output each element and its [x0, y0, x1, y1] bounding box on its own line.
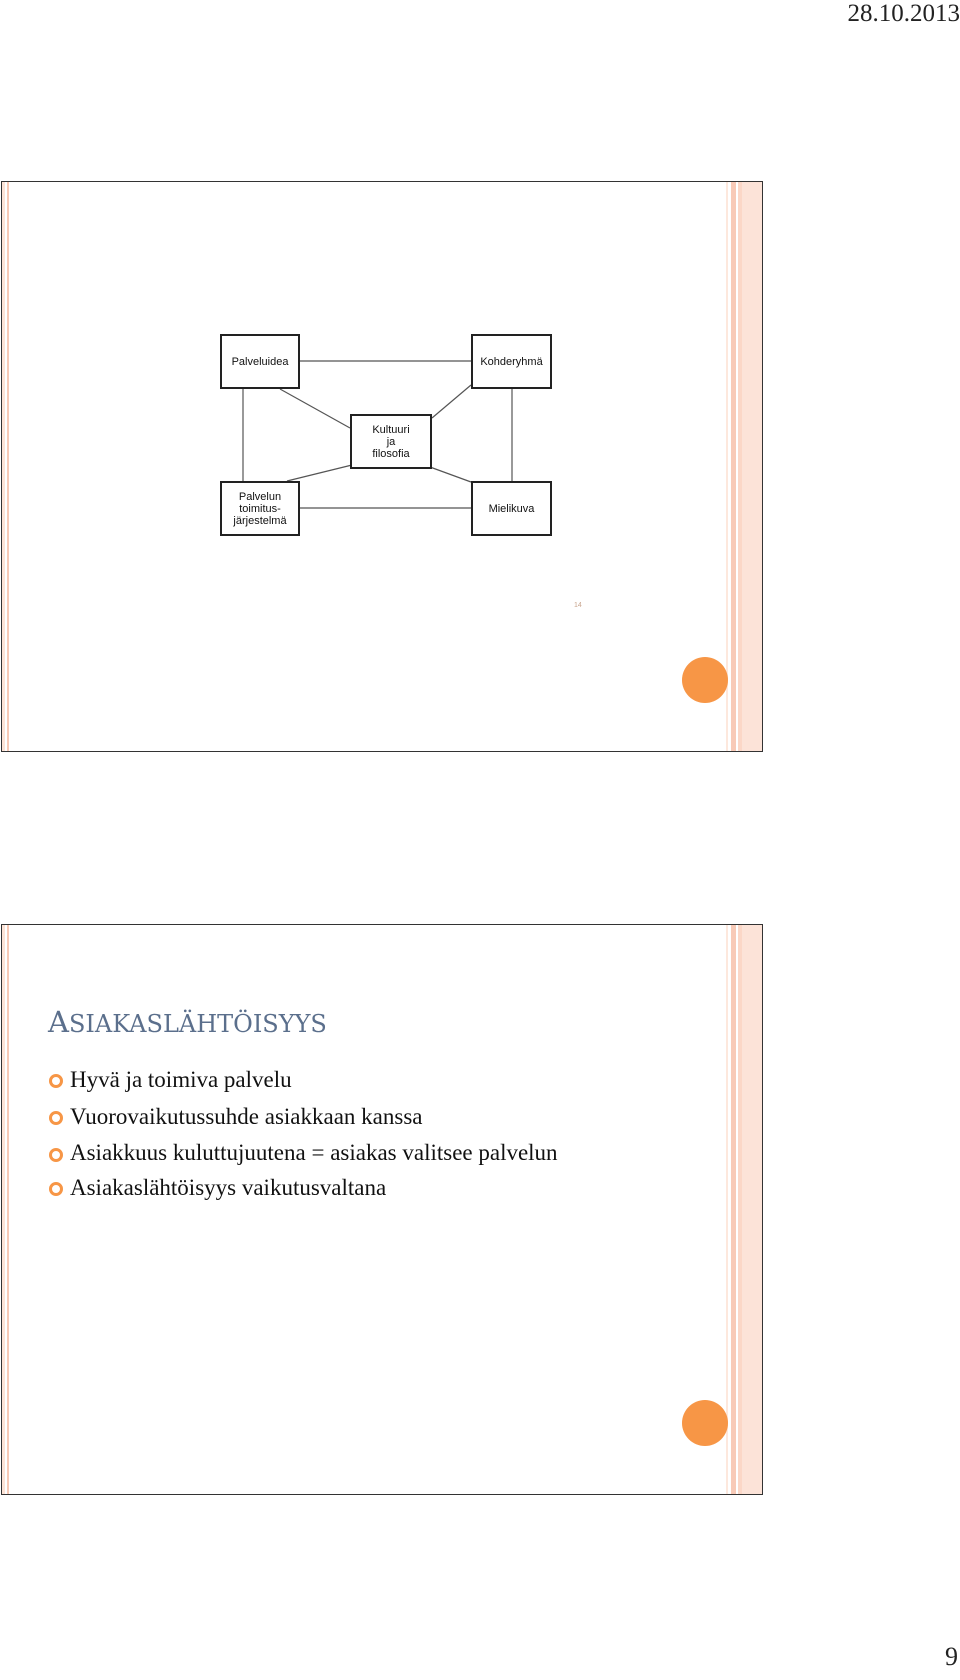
bullet-circle-icon — [49, 1148, 63, 1162]
bullet-text: Hyvä ja toimiva palvelu — [70, 1067, 292, 1092]
bullet-circle-icon — [49, 1111, 63, 1125]
box-palvelun-line2: toimitus- — [239, 502, 281, 515]
page-date: 28.10.2013 — [847, 0, 960, 27]
left-decorative-stripes — [2, 925, 12, 1494]
box-palvelun-toimitusjarjestelma — [220, 481, 300, 536]
bullet-item — [48, 1139, 688, 1166]
right-decorative-stripes — [726, 925, 762, 1494]
box-mielikuva: Mielikuva — [471, 481, 552, 536]
connector-diag-tl — [280, 389, 350, 428]
connector-diag-bl — [287, 465, 352, 481]
box-palvelun-line3: järjestelmä — [233, 514, 287, 527]
box-kultuuri-line2: ja — [386, 435, 396, 448]
bullet-item — [48, 1065, 688, 1095]
bullet-item — [48, 1102, 688, 1132]
bullet-item — [48, 1173, 688, 1203]
slide-diagram — [1, 181, 763, 752]
connector-diag-br — [430, 467, 471, 482]
box-kultuuri-ja-filosofia — [350, 414, 432, 469]
box-kultuuri-line1: Kultuuri — [372, 423, 410, 436]
slide-small-number: 14 — [574, 602, 582, 609]
box-kohderyhma: Kohderyhmä — [471, 334, 552, 389]
slide-title-rest: SIAKASLÄHTÖISYYS — [68, 1010, 327, 1038]
orange-circle-decoration — [682, 657, 728, 703]
bullet-circle-icon — [49, 1074, 63, 1088]
service-concept-diagram — [202, 332, 562, 592]
right-decorative-stripes — [726, 182, 762, 751]
box-kultuuri-line3: filosofia — [372, 447, 410, 460]
bullet-text: Vuorovaikutussuhde asiakkaan kanssa — [70, 1104, 423, 1129]
box-palveluidea: Palveluidea — [220, 334, 300, 389]
bullet-text: Asiakaslähtöisyys vaikutusvaltana — [70, 1175, 387, 1200]
slide-title — [48, 1005, 327, 1039]
slide-title-initial: A — [48, 1005, 69, 1039]
bullet-circle-icon — [49, 1182, 63, 1196]
slide-asiakaslahtoisyys — [1, 924, 763, 1495]
bullet-list — [48, 1065, 688, 1210]
box-palvelun-line1: Palvelun — [238, 490, 282, 503]
orange-circle-decoration — [682, 1400, 728, 1446]
left-decorative-stripes — [2, 182, 12, 751]
page-number: 9 — [945, 1642, 958, 1671]
bullet-text: Asiakkuus kuluttujuutena = asiakas valitsee palvelun — [70, 1140, 558, 1165]
connector-diag-tr — [432, 385, 471, 418]
